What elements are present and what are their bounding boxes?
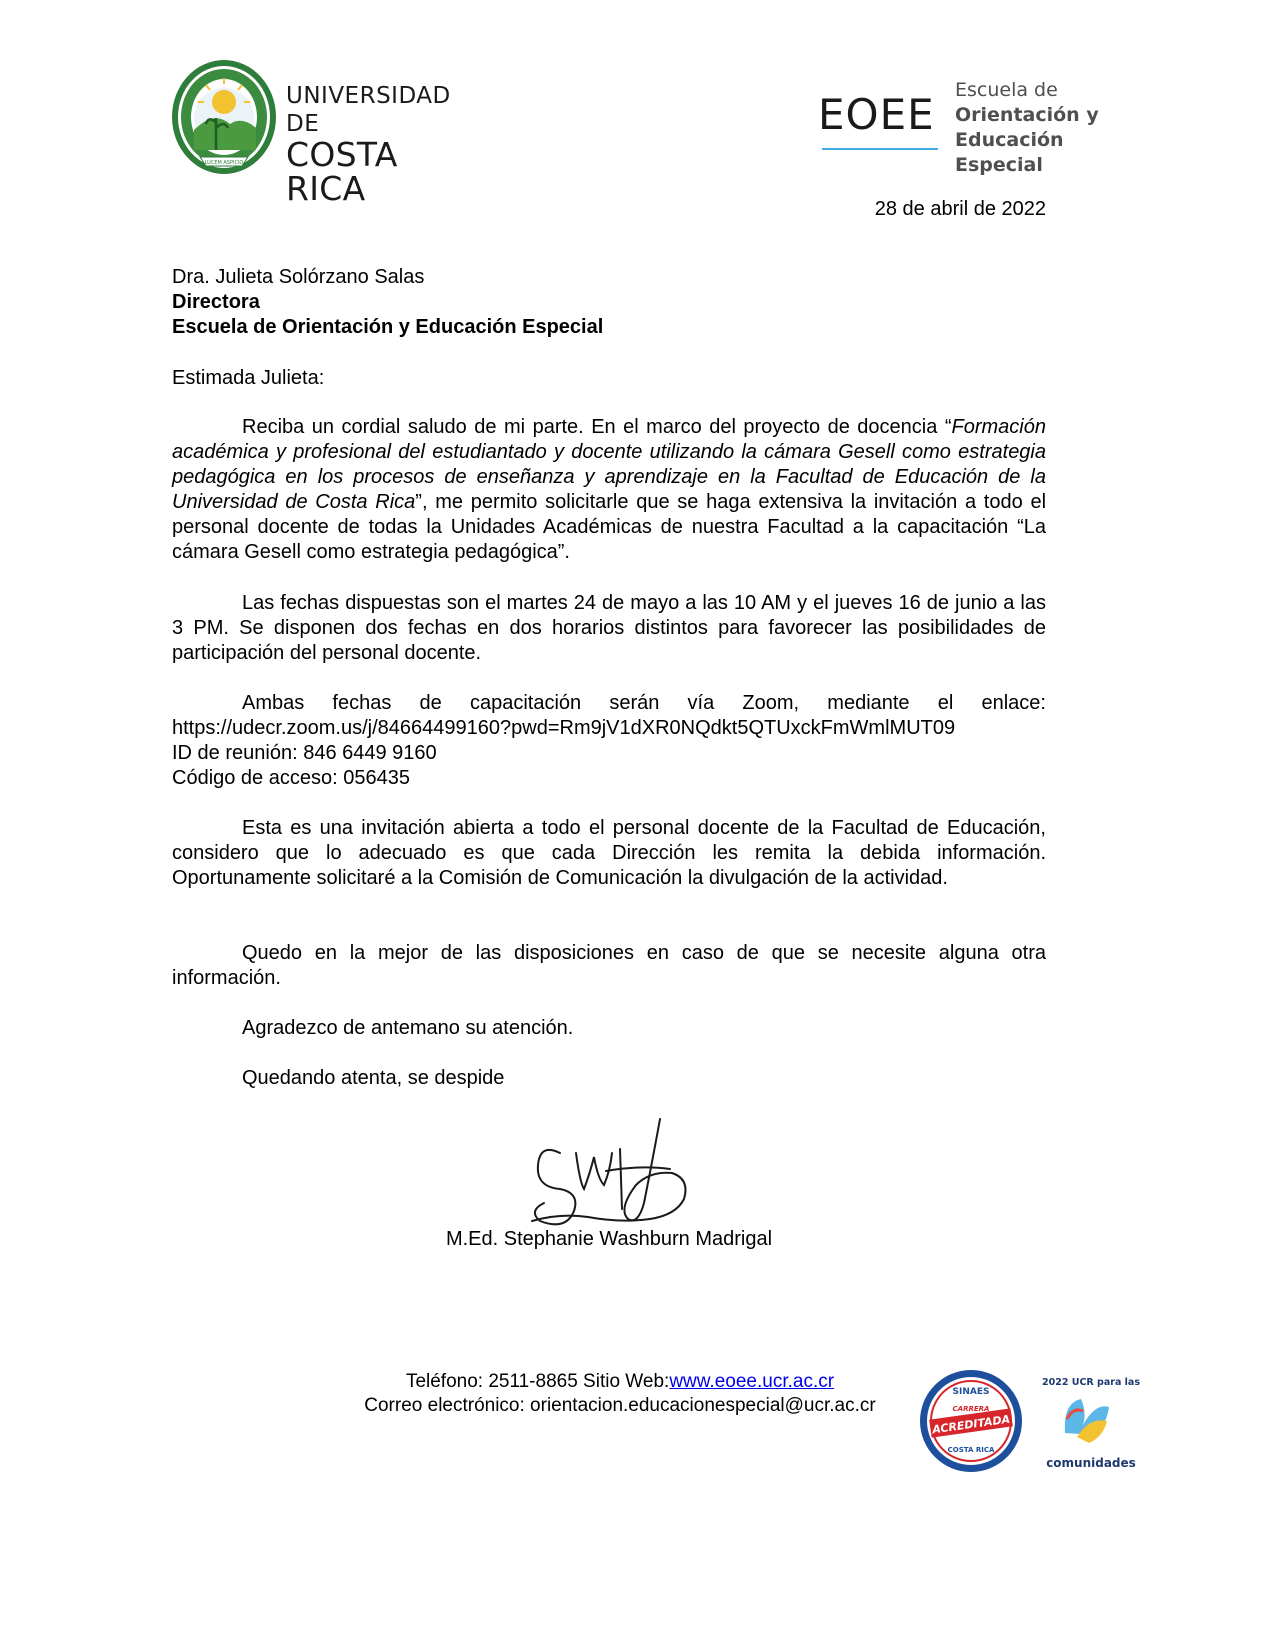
sinaes-accreditation-icon	[918, 1368, 1024, 1474]
ucr-seal-icon	[170, 58, 278, 176]
paragraph-3-text: Ambas fechas de capacitación serán vía Zoom, mediante el enlace:	[242, 692, 1046, 714]
sinaes-bottom: COSTA RICA	[947, 1446, 995, 1454]
closing-text: Quedando atenta, se despide	[242, 1067, 505, 1089]
greeting: Estimada Julieta:	[172, 367, 325, 389]
ucr-wordmark	[286, 82, 480, 206]
paragraph-4	[172, 816, 1046, 891]
paragraph-2	[172, 591, 1046, 666]
paragraph-4-text: Esta es una invitación abierta a todo el personal docente de la Facultad de Educación, considero que lo adecuado es que cada Dirección les remita la debida información. Oportunamente solicitaré a la Comisión de Comunicación la divulgación de la actividad.	[172, 817, 1046, 889]
footer-contact	[300, 1370, 940, 1418]
ucr-logo	[170, 58, 480, 208]
signature-icon	[520, 1113, 720, 1233]
paragraph-1-rest: ”, me permito solicitarle que se haga extensiva la invitación a todo el personal docente de todas la Unidades Académicas de nuestra Facultad a la capacitación “La cámara Gesell como estrategia pedagógica”.	[172, 491, 1047, 563]
website-link[interactable]: www.eoee.ucr.ac.cr	[669, 1371, 835, 1392]
footer-phone: Teléfono: 2511-8865 Sitio Web:	[405, 1371, 670, 1392]
sinaes-main: ACREDITADA	[931, 1412, 1011, 1437]
paragraph-7	[172, 1066, 1046, 1091]
paragraph-1	[172, 415, 1046, 565]
footer-email: Correo electrónico: orientacion.educacionespecial@ucr.ac.cr	[364, 1395, 876, 1416]
ucr-name-line2: COSTA RICA	[286, 135, 398, 208]
recipient-name: Dra. Julieta Solórzano Salas	[172, 266, 425, 288]
paragraph-6-text: Agradezco de antemano su atención.	[242, 1017, 574, 1039]
ucr-name-line1: UNIVERSIDAD DE	[286, 83, 451, 137]
ucr2022-bottom: comunidades	[1046, 1456, 1136, 1470]
eoee-acronym: EOEE	[818, 90, 935, 139]
paragraph-2-text: Las fechas dispuestas son el martes 24 de mayo a las 10 AM y el jueves 16 de junio a las 3 PM. Se disponen dos fechas en dos horarios distintos para favorecer las posibilidades de participación del personal docente.	[172, 592, 1046, 664]
ucr2022-top: 2022 UCR para las	[1042, 1377, 1140, 1388]
paragraph-5-text: Quedo en la mejor de las disposiciones en caso de que se necesite alguna otra información.	[172, 942, 1046, 989]
letter-date: 28 de abril de 2022	[874, 198, 1046, 220]
recipient-unit: Escuela de Orientación y Educación Especial	[172, 316, 604, 338]
signer-name: M.Ed. Stephanie Washburn Madrigal	[445, 1228, 773, 1250]
access-code: Código de acceso: 056435	[172, 767, 410, 789]
recipient-block	[172, 265, 603, 340]
footer-phone-line	[300, 1370, 940, 1394]
eoee-line1: Escuela de	[955, 79, 1058, 101]
sinaes-top: SINAES	[952, 1387, 990, 1397]
eoee-wordmark	[955, 78, 1158, 178]
project-title: Formación académica y profesional del estudiantado y docente utilizando la cámara Gesell como estrategia pedagógica en los procesos de enseñanza y aprendizaje en la Facultad de Educación de la Universidad de Costa Rica	[172, 416, 1046, 513]
eoee-line2: Orientación y	[955, 104, 1099, 126]
paragraph-3	[172, 691, 1046, 791]
eoee-line3: Educación Especial	[955, 129, 1064, 176]
meeting-id: ID de reunión: 846 6449 9160	[172, 742, 437, 764]
eoee-underline	[822, 148, 938, 150]
zoom-link[interactable]: https://udecr.zoom.us/j/84664499160?pwd=Rm9jV1dXR0NQdkt5QTUxckFmWmlMUT09	[172, 717, 956, 739]
paragraph-6	[172, 1016, 1046, 1041]
sinaes-mid: CARRERA	[952, 1405, 990, 1413]
ucr-seal-motto: LUCEM ASPICIO	[204, 160, 244, 166]
paragraph-5	[172, 941, 1046, 991]
paragraph-1-intro: Reciba un cordial saludo de mi parte. En el marco del proyecto de docencia “	[242, 416, 952, 438]
eoee-logo	[818, 78, 1158, 176]
recipient-title: Directora	[172, 291, 260, 313]
ucr-2022-communities-icon	[1033, 1363, 1149, 1479]
